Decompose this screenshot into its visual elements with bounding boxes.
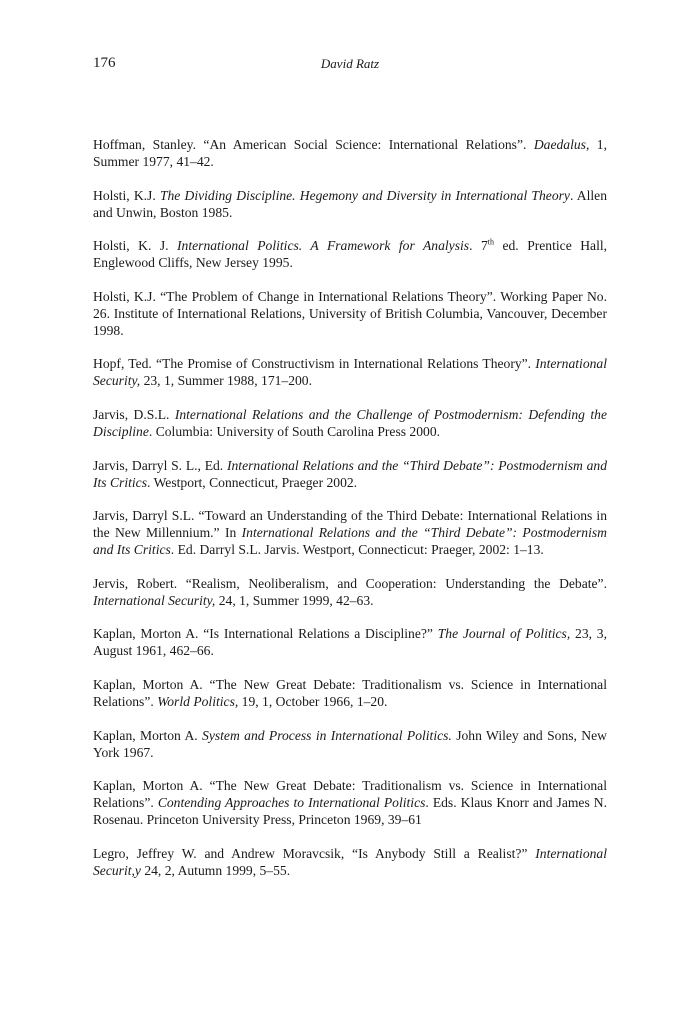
reference-entry xyxy=(93,457,607,491)
reference-text: 19, 1, October 1966, 1–20. xyxy=(238,693,388,709)
reference-text: Holsti, K.J. “The Problem of Change in International Relations Theory”. Working Paper No. 26. Institute of International Relations, University of British Columbia, Vancouver, December 1998. xyxy=(93,288,607,338)
reference-text: Kaplan, Morton A. “Is International Relations a Discipline?” xyxy=(93,626,438,642)
reference-entry xyxy=(93,237,607,271)
reference-title-italic: The Journal of Politics, xyxy=(437,626,571,642)
reference-text: . Eds. Klaus Knorr and James N. Rosenau. Princeton University Press, Princeton 1969, 39–61 xyxy=(93,795,607,828)
reference-entry xyxy=(93,676,607,710)
reference-text: 24, 2, Autumn 1999, 5–55. xyxy=(140,862,291,878)
page-header xyxy=(93,55,607,75)
reference-text: Kaplan, Morton A. xyxy=(93,727,203,743)
reference-title-italic: International Security, xyxy=(93,592,216,608)
reference-text: Jarvis, D.S.L. xyxy=(93,406,175,422)
reference-text: . Westport, Connecticut, Praeger 2002. xyxy=(147,474,358,490)
reference-title-italic: Daedalus, xyxy=(533,137,590,152)
reference-text: Hopf, Ted. “The Promise of Constructivism in International Relations Theory”. xyxy=(93,356,536,372)
reference-text: Kaplan, Morton A. “The New Great Debate: Traditionalism vs. Science in International Relations”. xyxy=(93,778,607,811)
superscript: th xyxy=(487,237,494,247)
reference-title-italic: International Securit,y xyxy=(93,845,607,878)
reference-text: 24, 1, Summer 1999, 42–63. xyxy=(215,592,374,608)
reference-text: . Columbia: University of South Carolina Press 2000. xyxy=(148,423,441,439)
reference-text: 23, 1, Summer 1988, 171–200. xyxy=(140,373,312,389)
reference-entry xyxy=(93,727,607,761)
reference-text: . Allen and Unwin, Boston 1985. xyxy=(93,187,608,220)
reference-title-italic: International Relations and the “Third Debate”: Postmodernism and Its Critics xyxy=(93,457,607,490)
reference-entry xyxy=(93,845,607,879)
reference-title-italic: International Politics. A Framework for Analysis xyxy=(177,238,470,254)
reference-entry xyxy=(93,355,607,389)
reference-title-italic: International Security, xyxy=(93,356,607,389)
reference-title-italic: International Relations and the Challenge of Postmodernism: Defending the Discipline xyxy=(93,406,607,439)
reference-entry xyxy=(93,406,607,440)
reference-entry xyxy=(93,187,607,221)
reference-text: Holsti, K.J. xyxy=(93,187,160,203)
reference-title-italic: The Dividing Discipline. Hegemony and Diversity in International Theory xyxy=(159,187,570,203)
reference-text: . Ed. Darryl S.L. Jarvis. Westport, Connecticut: Praeger, 2002: 1–13. xyxy=(170,542,544,558)
reference-text: Hoffman, Stanley. “An American Social Science: International Relations”. xyxy=(93,137,534,152)
reference-entry xyxy=(93,625,607,659)
reference-entry xyxy=(93,507,607,558)
reference-title-italic: Contending Approaches to International Politics xyxy=(157,795,426,811)
reference-title-italic: World Politics, xyxy=(157,693,239,709)
reference-text: Legro, Jeffrey W. and Andrew Moravcsik, “Is Anybody Still a Realist?” xyxy=(93,845,536,861)
reference-entry xyxy=(93,136,607,170)
reference-text: 23, 3, August 1961, 462–66. xyxy=(93,626,607,659)
reference-text: ed. Prentice Hall, Englewood Cliffs, New Jersey 1995. xyxy=(93,238,608,271)
reference-text: Holsti, K. J. xyxy=(93,238,178,254)
reference-list xyxy=(93,136,607,895)
reference-title-italic: International Relations and the “Third Debate”: Postmodernism and Its Critics xyxy=(93,525,607,558)
reference-text: Kaplan, Morton A. “The New Great Debate: Traditionalism vs. Science in International Relations”. xyxy=(93,676,607,709)
page-number: 176 xyxy=(93,55,116,71)
running-head: David Ratz xyxy=(320,56,380,71)
reference-entry xyxy=(93,288,607,339)
reference-entry xyxy=(93,777,607,828)
reference-text: 1, Summer 1977, 41–42. xyxy=(93,137,608,169)
reference-title-italic: System and Process in International Politics. xyxy=(202,727,452,743)
reference-entry xyxy=(93,575,607,609)
reference-text: Jervis, Robert. “Realism, Neoliberalism, and Cooperation: Understanding the Debate”. xyxy=(93,575,607,591)
reference-text: John Wiley and Sons, New York 1967. xyxy=(93,727,607,760)
reference-text: Jarvis, Darryl S. L., Ed. xyxy=(93,457,227,473)
reference-text: Jarvis, Darryl S.L. “Toward an Understanding of the Third Debate: International Relations in the New Millennium.” In xyxy=(93,508,607,541)
reference-text: . 7 xyxy=(469,238,488,254)
